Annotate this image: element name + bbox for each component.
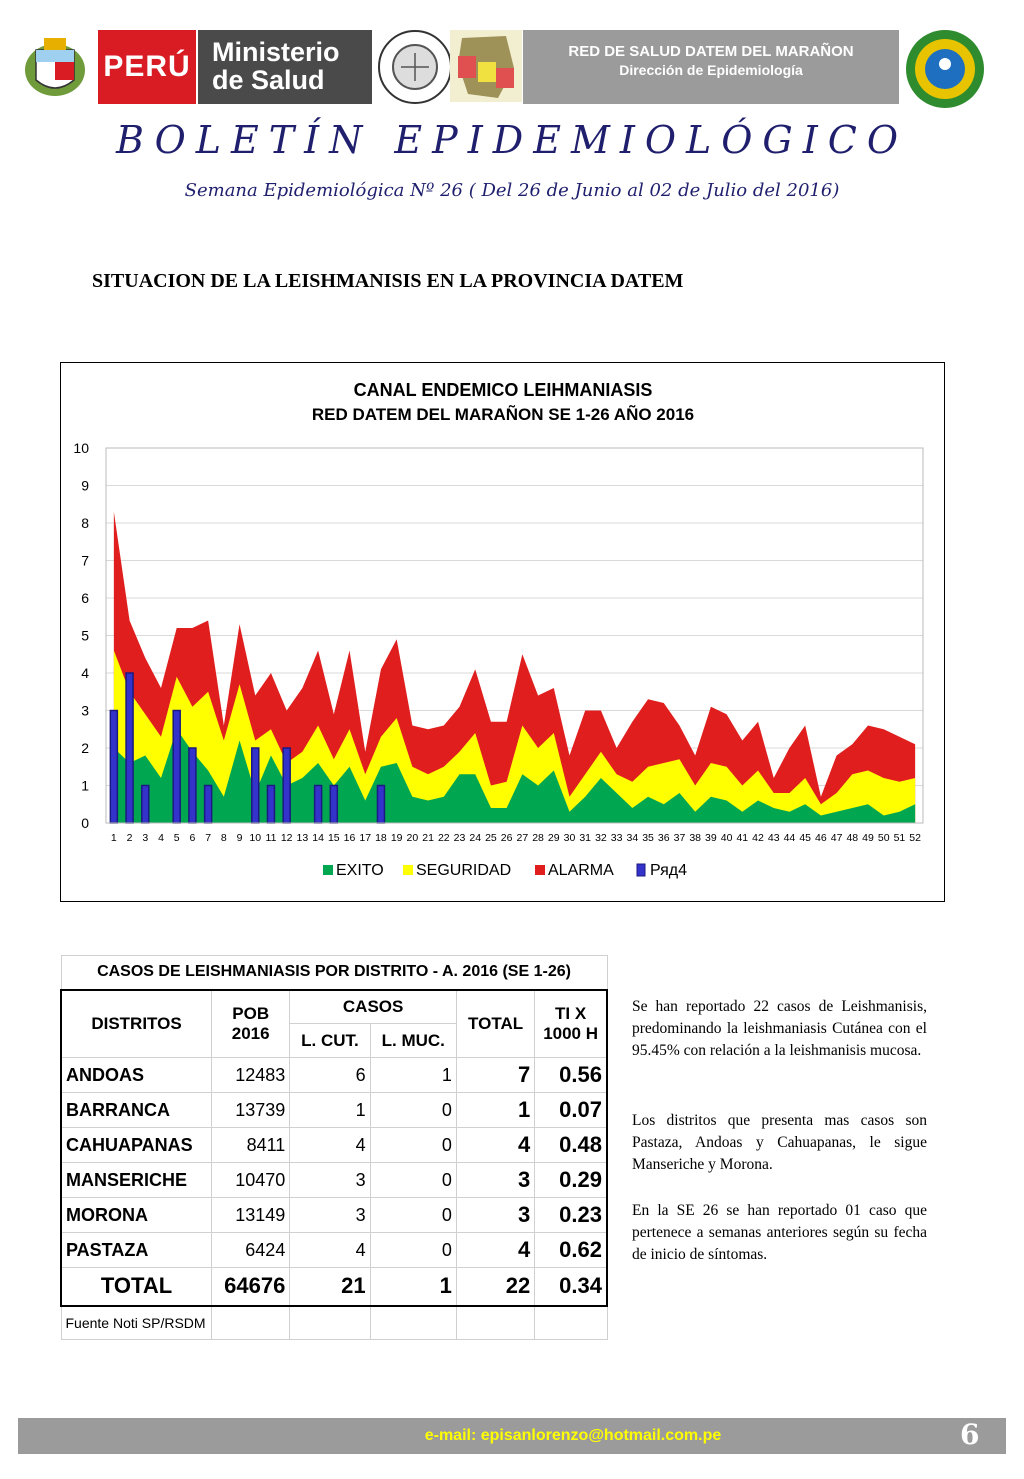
x-tick-label: 7 [205, 832, 212, 844]
y-tick-label: 1 [81, 777, 89, 794]
legend-swatch [637, 864, 645, 876]
header-pob [212, 990, 290, 1058]
cases-by-district-table [60, 955, 608, 1340]
table-row [61, 1128, 607, 1163]
x-tick-label: 33 [610, 832, 623, 844]
y-tick-label: 4 [81, 665, 89, 681]
district-pob: 13149 [212, 1198, 290, 1233]
district-ti: 0.07 [535, 1093, 607, 1128]
district-total: 3 [456, 1198, 534, 1233]
case-bar [315, 786, 322, 824]
case-bar [377, 786, 384, 824]
case-bar [126, 673, 133, 823]
district-pob: 6424 [212, 1233, 290, 1268]
total-label: TOTAL [61, 1268, 212, 1306]
x-tick-label: 43 [767, 832, 780, 844]
district-name: MANSERICHE [61, 1163, 212, 1198]
y-tick-label: 0 [81, 815, 89, 831]
footer-email[interactable]: e-mail: episanlorenzo@hotmail.com.pe [424, 1427, 722, 1444]
district-muc: 0 [370, 1093, 456, 1128]
ministry-brand-block [198, 30, 372, 104]
district-name: MORONA [61, 1198, 212, 1233]
x-tick-label: 38 [689, 832, 702, 844]
table-row [61, 1233, 607, 1268]
y-tick-label: 9 [81, 477, 89, 494]
x-tick-label: 5 [173, 832, 180, 844]
x-tick-label: 9 [236, 832, 243, 844]
x-tick-label: 21 [422, 832, 434, 844]
x-tick-label: 32 [595, 832, 607, 844]
district-muc: 0 [370, 1233, 456, 1268]
district-muc: 0 [370, 1128, 456, 1163]
x-tick-label: 4 [158, 832, 164, 844]
district-pob: 12483 [212, 1058, 290, 1093]
header-cases: CASOS [290, 990, 457, 1024]
summary-paragraph-2: Los distritos que presenta mas casos son Pastaza, Andoas y Cahuapanas, le sigue Manseriche y Morona. [632, 1112, 927, 1173]
header-ti-line2: 1000 H [543, 1023, 599, 1043]
header-ti-line1: TI X [555, 1003, 587, 1023]
x-tick-label: 45 [799, 832, 812, 844]
peru-coat-of-arms-logo [14, 30, 96, 104]
x-tick-label: 16 [343, 832, 356, 844]
x-tick-label: 52 [909, 832, 921, 844]
case-bar [267, 786, 274, 824]
bulletin-subtitle: Semana Epidemiológica Nº 26 ( Del 26 de Junio al 02 de Julio del 2016) [184, 180, 840, 201]
district-ti: 0.48 [535, 1128, 607, 1163]
page-number: 6 [960, 1418, 980, 1451]
header-ti [535, 990, 607, 1058]
x-tick-label: 51 [893, 832, 906, 844]
x-tick-label: 36 [657, 832, 670, 844]
header-muc: L. MUC. [370, 1024, 456, 1058]
x-tick-label: 27 [516, 832, 529, 844]
x-tick-label: 17 [359, 832, 372, 844]
x-tick-label: 40 [720, 832, 733, 844]
x-tick-label: 47 [830, 832, 843, 844]
header-pob-line2: 2016 [231, 1023, 270, 1043]
x-tick-label: 19 [390, 832, 403, 844]
epidemiology-direction: Dirección de Epidemiología [619, 62, 803, 78]
x-tick-label: 22 [437, 832, 450, 844]
y-tick-label: 5 [81, 627, 89, 644]
x-tick-label: 13 [296, 832, 309, 844]
district-cut: 1 [290, 1093, 370, 1128]
district-pob: 10470 [212, 1163, 290, 1198]
x-tick-label: 48 [846, 832, 859, 844]
district-muc: 1 [370, 1058, 456, 1093]
x-tick-label: 8 [220, 832, 227, 844]
x-tick-label: 34 [626, 832, 639, 844]
legend-swatch [323, 865, 333, 875]
x-tick-label: 3 [142, 832, 149, 844]
legend-swatch [535, 865, 545, 875]
case-bar [252, 748, 259, 823]
x-tick-label: 41 [736, 832, 749, 844]
bulletin-title: BOLETÍN EPIDEMIOLÓGICO [115, 118, 909, 162]
summary-paragraph-1: Se han reportado 22 casos de Leishmanisis, predominando la leishmaniasis Cutánea con el 95.45% con relación a la leishmanisis mucosa. [632, 998, 927, 1059]
total-pob: 64676 [212, 1268, 290, 1306]
district-cut: 4 [290, 1233, 370, 1268]
ministry-line1: Ministerio [212, 37, 340, 67]
total-muc: 1 [370, 1268, 456, 1306]
district-ti: 0.62 [535, 1233, 607, 1268]
endemic-channel-chart [61, 363, 943, 900]
x-tick-label: 2 [126, 832, 133, 844]
district-cut: 3 [290, 1163, 370, 1198]
renace-logo [376, 28, 454, 106]
table-row [61, 1093, 607, 1128]
ministry-line2: de Salud [212, 65, 325, 95]
header-cut: L. CUT. [290, 1024, 370, 1058]
case-bar [283, 748, 290, 823]
table-row [61, 1198, 607, 1233]
network-name: RED DE SALUD DATEM DEL MARAÑON [568, 43, 854, 60]
x-tick-label: 15 [327, 832, 340, 844]
x-tick-label: 35 [642, 832, 654, 844]
network-banner [523, 30, 899, 104]
header-total: TOTAL [456, 990, 534, 1058]
y-tick-label: 8 [81, 515, 89, 531]
dge-logo [448, 28, 524, 104]
summary-paragraph-3: En la SE 26 se han reportado 01 caso que pertenece a semanas anteriores según su fecha de inicio de síntomas. [632, 1202, 927, 1263]
legend-swatch [403, 865, 413, 875]
district-name: PASTAZA [61, 1233, 212, 1268]
district-ti: 0.29 [535, 1163, 607, 1198]
district-cut: 6 [290, 1058, 370, 1093]
x-tick-label: 24 [469, 832, 482, 844]
x-tick-label: 49 [862, 832, 874, 844]
table-source: Fuente Noti SP/RSDM [61, 1306, 212, 1340]
x-tick-label: 25 [485, 832, 497, 844]
district-name: BARRANCA [61, 1093, 212, 1128]
district-pob: 13739 [212, 1093, 290, 1128]
x-tick-label: 44 [783, 832, 796, 844]
x-tick-label: 37 [673, 832, 686, 844]
x-tick-label: 10 [249, 832, 262, 844]
district-muc: 0 [370, 1163, 456, 1198]
header-districts: DISTRITOS [61, 990, 212, 1058]
chart-subtitle: RED DATEM DEL MARAÑON SE 1-26 AÑO 2016 [311, 405, 695, 424]
district-cut: 3 [290, 1198, 370, 1233]
case-bar [142, 786, 149, 824]
legend-label: Ряд4 [650, 862, 688, 879]
x-tick-label: 42 [752, 832, 764, 844]
peru-brand-block [98, 30, 196, 104]
district-muc: 0 [370, 1198, 456, 1233]
x-tick-label: 12 [280, 832, 293, 844]
y-tick-label: 3 [81, 702, 89, 719]
section-heading: SITUACION DE LA LEISHMANISIS EN LA PROVINCIA DATEM [92, 270, 684, 292]
table-row [61, 1058, 607, 1093]
district-name: CAHUAPANAS [61, 1128, 212, 1163]
district-name: ANDOAS [61, 1058, 212, 1093]
x-tick-label: 28 [532, 832, 544, 844]
total-cut: 21 [290, 1268, 370, 1306]
district-total: 7 [456, 1058, 534, 1093]
table-total-row [61, 1268, 607, 1306]
x-tick-label: 11 [265, 832, 277, 844]
case-bar [330, 786, 337, 824]
x-tick-label: 1 [110, 832, 117, 844]
district-ti: 0.23 [535, 1198, 607, 1233]
district-total: 3 [456, 1163, 534, 1198]
header-pob-line1: POB [232, 1003, 270, 1023]
district-pob: 8411 [212, 1128, 290, 1163]
district-cut: 4 [290, 1128, 370, 1163]
table-row [61, 1163, 607, 1198]
x-tick-label: 23 [453, 832, 466, 844]
district-total: 4 [456, 1128, 534, 1163]
case-bar [189, 748, 196, 823]
x-tick-label: 39 [705, 832, 717, 844]
case-bar [173, 711, 180, 824]
x-tick-label: 30 [563, 832, 576, 844]
table-caption: CASOS DE LEISHMANIASIS POR DISTRITO - A. 2016 (SE 1-26) [61, 956, 607, 990]
x-tick-label: 18 [375, 832, 387, 844]
endemic-channel-chart-frame [60, 362, 945, 902]
y-tick-label: 10 [73, 440, 89, 456]
y-tick-label: 6 [81, 590, 89, 606]
legend-label: ALARMA [548, 862, 614, 879]
cases-table-block [60, 955, 610, 1340]
peru-label: PERÚ [103, 50, 191, 83]
legend-label: SEGURIDAD [416, 862, 512, 879]
district-ti: 0.56 [535, 1058, 607, 1093]
legend-label: EXITO [336, 862, 384, 879]
total-total: 22 [456, 1268, 534, 1306]
x-tick-label: 20 [406, 832, 419, 844]
x-tick-label: 29 [547, 832, 560, 844]
x-tick-label: 6 [189, 832, 196, 844]
case-bar [110, 711, 117, 824]
total-ti: 0.34 [535, 1268, 607, 1306]
x-tick-label: 26 [500, 832, 513, 844]
y-tick-label: 2 [81, 740, 89, 756]
case-bar [205, 786, 212, 824]
red-datem-logo [904, 28, 986, 110]
x-tick-label: 14 [312, 832, 324, 844]
chart-title: CANAL ENDEMICO LEIHMANIASIS [353, 380, 653, 400]
x-tick-label: 50 [877, 832, 890, 844]
district-total: 4 [456, 1233, 534, 1268]
district-total: 1 [456, 1093, 534, 1128]
x-tick-label: 31 [579, 832, 592, 844]
y-tick-label: 7 [81, 552, 89, 569]
x-tick-label: 46 [815, 832, 827, 844]
